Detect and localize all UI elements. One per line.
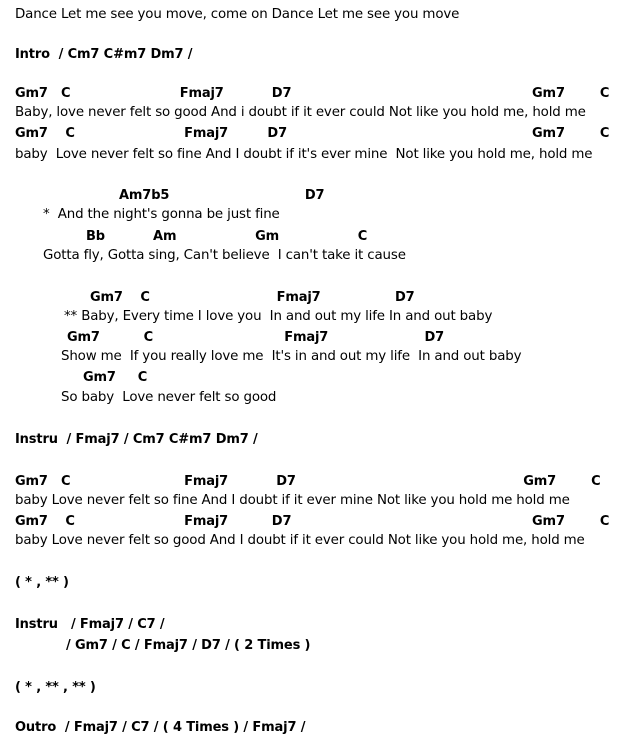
lyric-line-chorus-c: So baby Love never felt so good <box>61 390 277 405</box>
chord-line-chorus-b: Gm7 C Fmaj7 D7 <box>67 330 444 345</box>
lyric-line-dance: Dance Let me see you move, come on Dance Let me see you move <box>15 7 460 22</box>
lyric-line-chorus-b: Show me If you really love me It's in and out my life In and out baby <box>61 349 522 364</box>
repeat-marker-1: ( * , ** ) <box>15 575 69 590</box>
lyric-line-verse1-a: Baby, love never felt so good And i doubt if it ever could Not like you hold me, hold me <box>15 105 586 120</box>
repeat-marker-2: ( * , ** , ** ) <box>15 680 96 695</box>
lyric-line-verse1-b: baby Love never felt so fine And I doubt if it's ever mine Not like you hold me, hold me <box>15 147 593 162</box>
instru-chords-2a: Instru / Fmaj7 / C7 / <box>15 617 165 632</box>
chord-line-verse1-a: Gm7 C Fmaj7 D7 Gm7 C <box>15 86 610 101</box>
chord-line-verse2-b: Gm7 C Fmaj7 D7 Gm7 C <box>15 514 610 529</box>
chord-line-prechorus-a: Am7b5 D7 <box>119 188 325 203</box>
instru-chords-2b: / Gm7 / C / Fmaj7 / D7 / ( 2 Times ) <box>66 638 311 653</box>
lyric-line-verse2-a: baby Love never felt so fine And I doubt if it ever mine Not like you hold me hold me <box>15 493 570 508</box>
chord-line-chorus-c: Gm7 C <box>83 370 148 385</box>
instru-chords-1: Instru / Fmaj7 / Cm7 C#m7 Dm7 / <box>15 432 258 447</box>
chord-line-chorus-a: Gm7 C Fmaj7 D7 <box>90 290 415 305</box>
lyric-line-prechorus-a: * And the night's gonna be just fine <box>43 207 280 222</box>
outro-chords: Outro / Fmaj7 / C7 / ( 4 Times ) / Fmaj7 / <box>15 720 306 735</box>
chord-line-verse2-a: Gm7 C Fmaj7 D7 Gm7 C <box>15 474 601 489</box>
lyric-line-chorus-a: ** Baby, Every time I love you In and out my life In and out baby <box>64 309 493 324</box>
chord-line-verse1-b: Gm7 C Fmaj7 D7 Gm7 C <box>15 126 610 141</box>
lyric-line-verse2-b: baby Love never felt so good And I doubt if it ever could Not like you hold me, hold me <box>15 533 585 548</box>
lyric-line-prechorus-b: Gotta fly, Gotta sing, Can't believe I can't take it cause <box>43 248 406 263</box>
intro-chords: Intro / Cm7 C#m7 Dm7 / <box>15 47 193 62</box>
chord-line-prechorus-b: Bb Am Gm C <box>86 229 368 244</box>
